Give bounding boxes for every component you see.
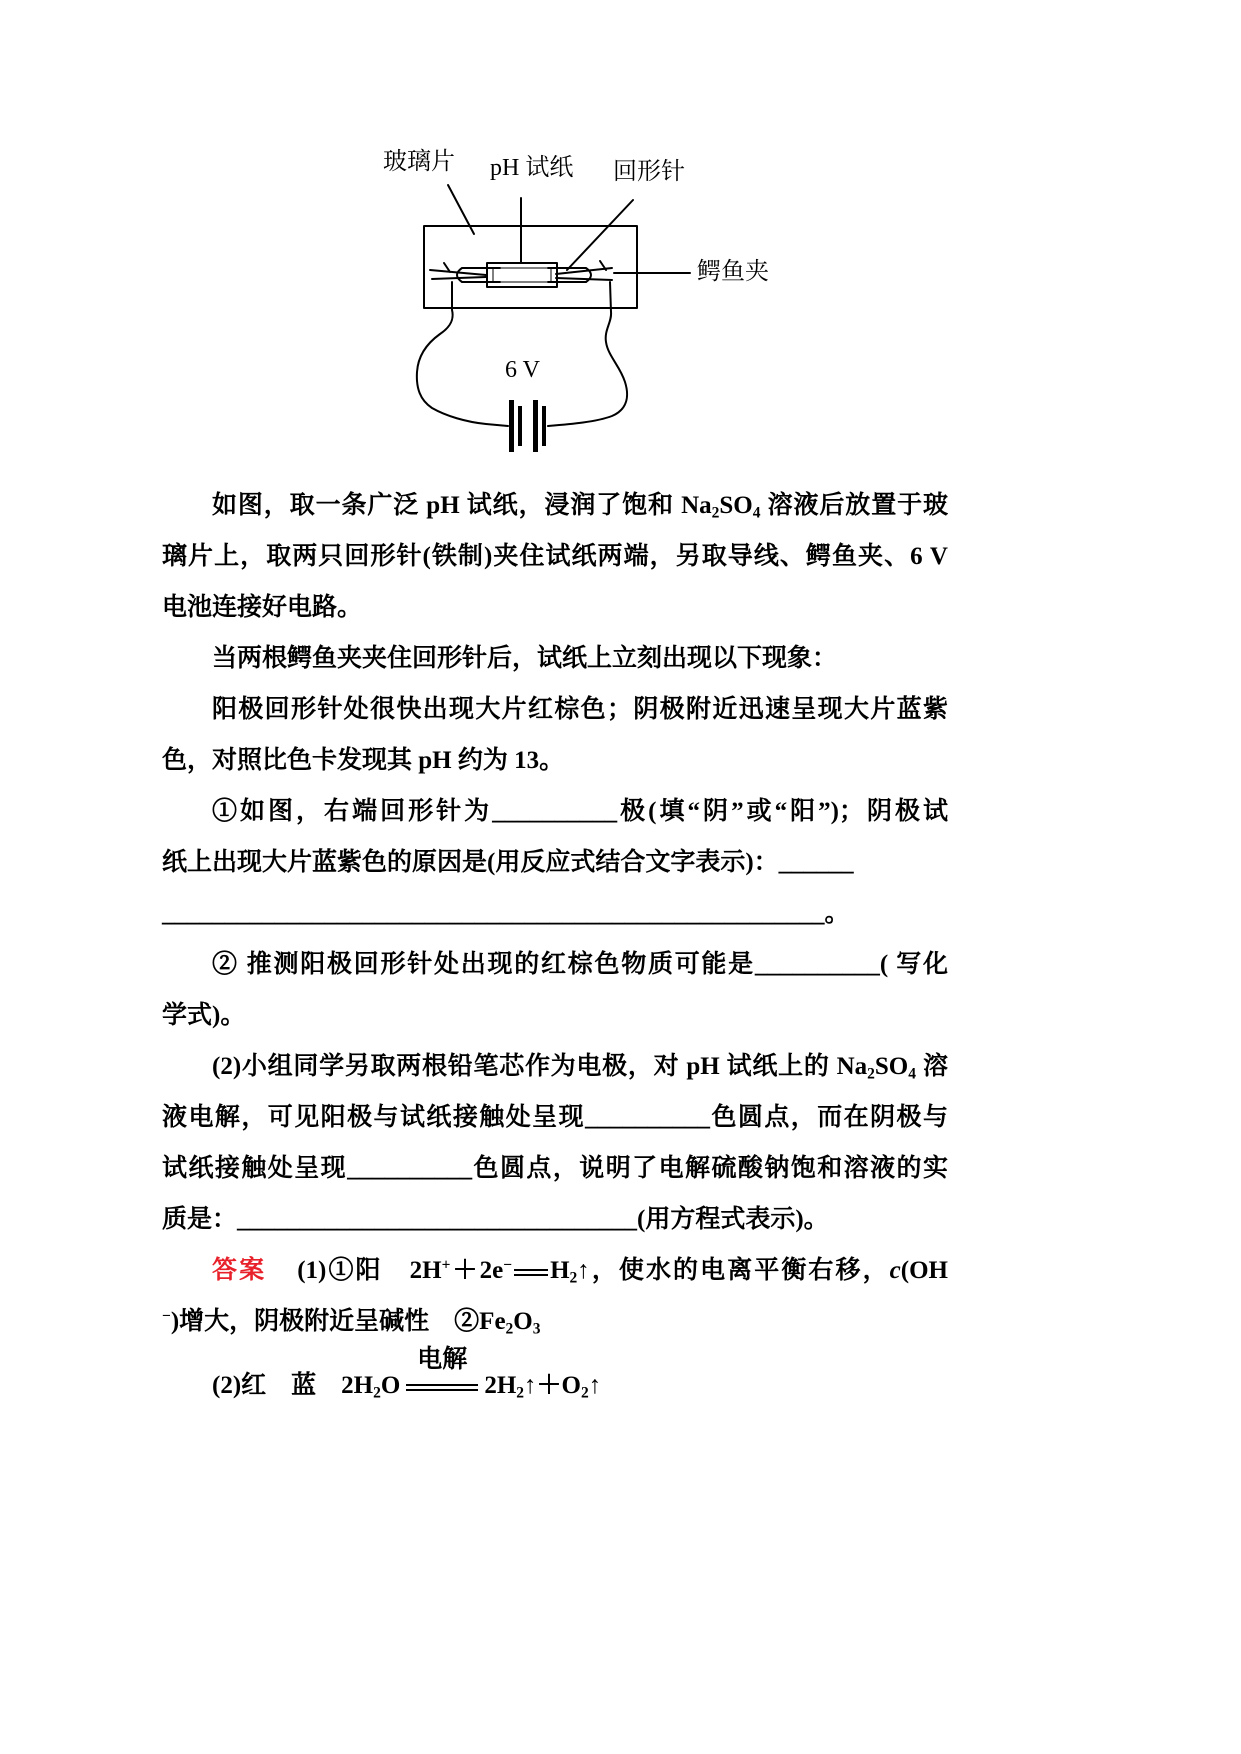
glass-label: 玻璃片 [383,149,455,175]
text-run: ↑ [588,1372,602,1399]
text-run: O [513,1308,533,1335]
text-run: )增大，阴极附近呈碱性 ②Fe [170,1308,506,1335]
question1-line-3: _____________________________________________________。 [162,900,850,927]
paperclip-leader-line [567,200,633,270]
text-run: O [380,1372,401,1399]
text-run: ↑，使水的电离平衡右移， [577,1257,890,1284]
question2-line-4: 质是：________________________________(用方程式表示)。 [162,1206,829,1233]
subscript: 4 [908,1065,916,1083]
text-run: (2)小组同学另取两根铅笔芯作为电极，对 pH 试纸上的 Na [212,1053,868,1080]
left-wire [417,282,508,426]
subscript: 2 [711,504,720,522]
text-run: H [550,1257,570,1284]
subscript: 2 [580,1384,589,1402]
question1-line-1: ①如图，右端回形针为__________极(填“阴”或“阳”)；阴极试 [212,798,948,825]
text-run: (2)红 蓝 2H [212,1372,374,1399]
answer-line-3 [212,1346,602,1411]
intro-line-1 [162,480,948,531]
subscript: 4 [752,504,761,522]
text-run: 2H [484,1372,517,1399]
right-alligator-clip [556,261,612,280]
equals-sign [514,1269,548,1276]
battery-plate [542,406,546,446]
question1-line-5: 学式)。 [162,1002,246,1029]
condition-label: 电解 [417,1346,468,1374]
answer-label: 答案 [212,1257,267,1284]
voltage-label: 6 V [505,357,540,383]
superscript: − [162,1307,171,1325]
question1-line-2: 纸上出现大片蓝紫色的原因是(用反应式结合文字表示)：______ [162,849,854,876]
problem-text [162,480,948,1347]
text-run: SO [719,492,753,519]
superscript: + [441,1256,451,1274]
electrolysis-apparatus-diagram [370,140,790,470]
subscript: 2 [867,1065,875,1083]
electrolysis-condition [406,1346,478,1397]
phenomenon-line-1: 当两根鳄鱼夹夹住回形针后，试纸上立刻出现以下现象： [212,645,838,672]
ph-paper-inner [493,268,551,282]
phenomenon-line-3: 色，对照比色卡发现其 pH 约为 13。 [162,747,565,774]
italic-symbol: c [889,1257,901,1284]
battery-plate [533,400,538,452]
double-line [406,1384,478,1391]
question2-line-1 [162,1041,948,1092]
text-run: ↑＋O [524,1372,581,1399]
subscript: 2 [505,1320,514,1338]
question2-line-2: 液电解，可见阳极与试纸接触处呈现__________色圆点，而在阴极与 [162,1104,948,1131]
text-run: (1)①阳 2H [270,1257,442,1284]
phenomenon-line-2: 阳极回形针处很快出现大片红棕色；阴极附近迅速呈现大片蓝紫 [212,696,948,723]
alligator-clip-label: 鳄鱼夹 [697,259,769,285]
question1-line-4: ② 推测阳极回形针处出现的红棕色物质可能是__________( 写化 [212,951,948,978]
battery-plate [509,400,514,452]
text-run: 溶 [916,1053,948,1080]
ph-paper-strip [487,263,557,287]
question2-line-3: 试纸接触处呈现__________色圆点，说明了电解硫酸钠饱和溶液的实 [162,1155,948,1182]
text-run: 如图，取一条广泛 pH 试纸，浸润了饱和 Na [212,492,712,519]
text-run: (OH [900,1257,948,1284]
superscript: − [503,1256,513,1274]
text-run: 溶液后放置于玻 [760,492,948,519]
text-run: ＋2e [450,1257,504,1284]
paperclip-label: 回形针 [613,159,685,185]
subscript: 2 [569,1269,578,1287]
answer-line-1 [162,1245,948,1296]
battery-plate [518,406,522,446]
intro-line-2: 璃片上，取两只回形针(铁制)夹住试纸两端，另取导线、鳄鱼夹、6 V [162,543,948,570]
intro-line-3: 电池连接好电路。 [162,594,363,621]
subscript: 2 [373,1384,381,1402]
battery [509,400,546,452]
subscript: 3 [532,1320,541,1338]
ph-paper-label: pH 试纸 [490,155,574,181]
right-wire [548,282,627,426]
subscript: 2 [516,1384,525,1402]
answer-line-2 [162,1296,948,1347]
text-run: SO [874,1053,909,1080]
